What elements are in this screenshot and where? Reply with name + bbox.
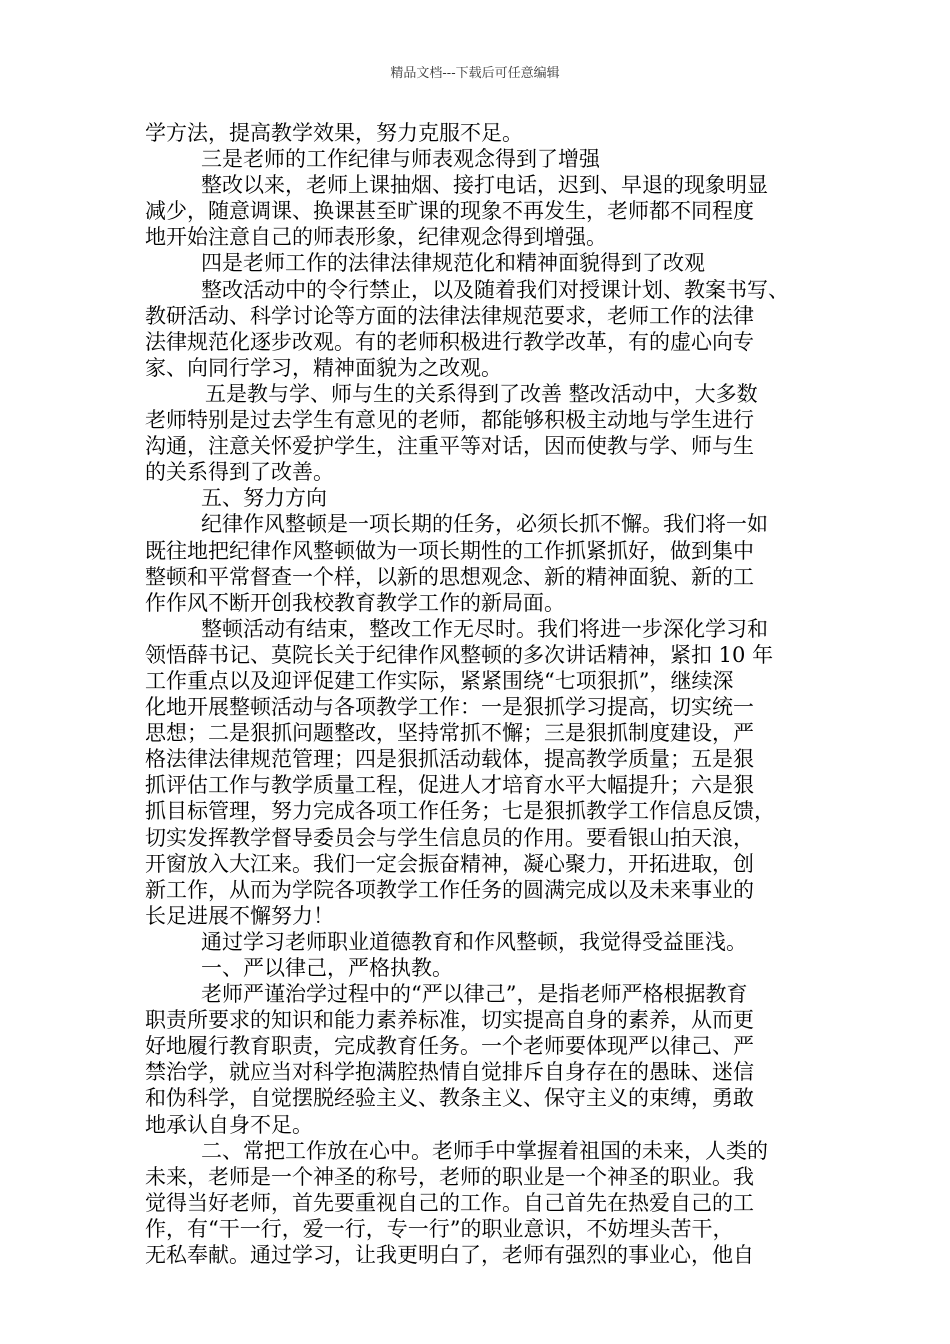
text-line: 地承认自身不足。 [145, 1112, 313, 1137]
text-line: 家、向同行学习，精神面貌为之改观。 [145, 355, 502, 380]
text-line: 教研活动、科学讨论等方面的法律法律规范要求，老师工作的法律 [145, 303, 754, 328]
text-line: 切实发挥教学督导委员会与学生信息员的作用。要看银山拍天浪， [145, 825, 754, 850]
text-line: 地开始注意自己的师表形象，纪律观念得到增强。 [145, 225, 607, 250]
text-line: 老师严谨治学过程中的“严以律己”，是指老师严格根据教育 [201, 982, 748, 1007]
text-line: 工作重点以及迎评促建工作实际，紧紧围绕“七项狠抓”，继续深 [145, 668, 734, 693]
text-line: 整顿活动有结束，整改工作无尽时。我们将进一步深化学习和 [201, 616, 768, 641]
document-body [145, 120, 807, 1268]
text-line: 整改以来，老师上课抽烟、接打电话，迟到、早退的现象明显 [201, 173, 768, 198]
page-header: 精品文档---下载后可任意编辑 [390, 66, 560, 81]
text-line: 未来，老师是一个神圣的称号，老师的职业是一个神圣的职业。我 [145, 1164, 754, 1189]
text-line: 四是老师工作的法律法律规范化和精神面貌得到了改观 [201, 251, 705, 276]
text-line: 整改活动中的令行禁止，以及随着我们对授课计划、教案书写、 [201, 277, 789, 302]
text-line: 和伪科学，自觉摆脱经验主义、教条主义、保守主义的束缚，勇敢 [145, 1086, 754, 1111]
text-line: 职责所要求的知识和能力素养标准，切实提高自身的素养，从而更 [145, 1008, 754, 1033]
text-line: 无私奉献。通过学习，让我更明白了，老师有强烈的事业心，他自 [145, 1243, 754, 1268]
text-line: 抓评估工作与教学质量工程，促进人才培育水平大幅提升；六是狠 [145, 773, 754, 798]
text-line: 禁治学，就应当对科学抱满腔热情自觉排斥自身存在的愚昧、迷信 [145, 1060, 754, 1085]
text-line: 二、常把工作放在心中。老师手中掌握着祖国的未来，人类的 [201, 1138, 768, 1163]
text-line: 抓目标管理，努力完成各项工作任务；七是狠抓教学工作信息反馈， [145, 799, 775, 824]
text-line: 领悟薛书记、莫院长关于纪律作风整顿的多次讲话精神，紧扣 10 年 [145, 642, 774, 667]
text-line: 新工作，从而为学院各项教学工作任务的圆满完成以及未来事业的 [145, 877, 754, 902]
text-line: 减少，随意调课、换课甚至旷课的现象不再发生，老师都不同程度 [145, 199, 754, 224]
text-line: 格法律法律规范管理；四是狠抓活动载体，提高教学质量；五是狠 [145, 747, 754, 772]
text-line: 通过学习老师职业道德教育和作风整顿，我觉得受益匪浅。 [201, 929, 747, 954]
text-line: 整顿和平常督查一个样，以新的思想观念、新的精神面貌、新的工 [145, 564, 754, 589]
text-line: 五、努力方向 [201, 486, 327, 511]
text-line: 好地履行教育职责，完成教育任务。一个老师要体现严以律己、严 [145, 1034, 754, 1059]
text-line: 觉得当好老师，首先要重视自己的工作。自己首先在热爱自己的工 [145, 1190, 754, 1215]
text-line: 作作风不断开创我校教育教学工作的新局面。 [145, 590, 565, 615]
text-line: 沟通，注意关怀爱护学生，注重平等对话，因而使教与学、师与生 [145, 434, 754, 459]
text-line: 学方法，提高教学效果，努力克服不足。 [145, 121, 523, 145]
text-line: 法律规范化逐步改观。有的老师积极进行教学改革，有的虚心向专 [145, 329, 754, 354]
text-line: 开窗放入大江来。我们一定会振奋精神，凝心聚力，开拓进取，创 [145, 851, 754, 876]
text-line: 思想；二是狠抓问题整改，坚持常抓不懈；三是狠抓制度建设，严 [145, 721, 754, 746]
text-line: 既往地把纪律作风整顿做为一项长期性的工作抓紧抓好，做到集中 [145, 538, 754, 563]
text-line: 化地开展整顿活动与各项教学工作：一是狠抓学习提高，切实统一 [145, 695, 754, 720]
text-line: 作，有“干一行，爱一行，专一行”的职业意识，不妨埋头苦干， [145, 1216, 734, 1241]
text-line: 的关系得到了改善。 [145, 460, 334, 485]
text-line: 一、严以律己，严格执教。 [201, 956, 453, 980]
text-line: 五是教与学、师与生的关系得到了改善 整改活动中，大多数 [205, 381, 758, 406]
text-line: 长足进展不懈努力！ [145, 903, 334, 928]
text-line: 三是老师的工作纪律与师表观念得到了增强 [201, 147, 600, 172]
text-line: 老师特别是过去学生有意见的老师，都能够积极主动地与学生进行 [145, 408, 754, 433]
text-line: 纪律作风整顿是一项长期的任务，必须长抓不懈。我们将一如 [201, 512, 768, 537]
